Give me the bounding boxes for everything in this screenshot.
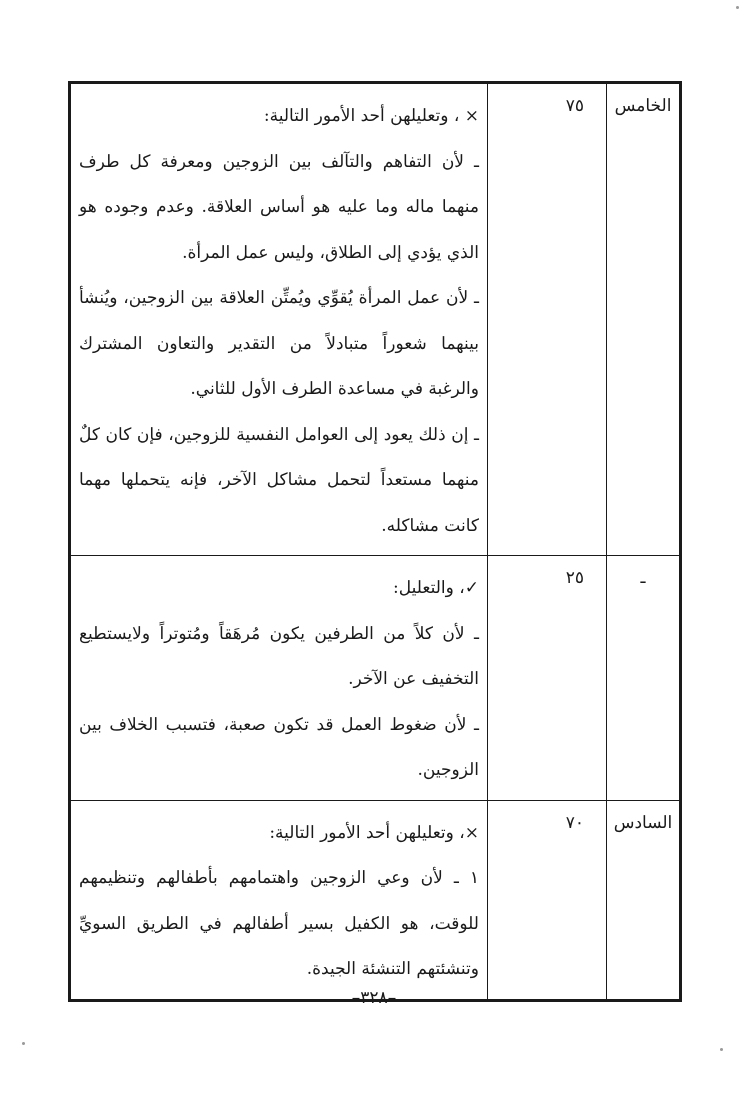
reason-paragraph: ـ لأن التفاهم والتآلف بين الزوجين ومعرفة كل طرف منهما ماله وما عليه هو أساس العلاقة. وعدم وجوده هو الذي يؤدي إلى الطلاق، وليس عمل المرأة. <box>79 151 479 263</box>
table-row <box>70 800 681 1000</box>
reasons-text <box>71 801 487 999</box>
reasons-cell <box>70 556 488 801</box>
reasons-intro: ✓، والتعليل: <box>393 578 479 598</box>
percent-cell <box>488 83 607 556</box>
reason-paragraph: ١ ـ لأن وعي الزوجين واهتمامهم بأطفالهم وتنظيمهم للوقت، هو الكفيل بسير أطفالهم في الطريق السويِّ وتنشئتهم التنشئة الجيدة. <box>79 868 479 979</box>
table-row <box>70 556 681 801</box>
scan-speck <box>22 1042 25 1045</box>
section-label: الخامس <box>614 96 672 116</box>
reasons-intro: ×، وتعليلهن أحد الأمور التالية: <box>269 822 479 843</box>
percent-value: ٢٥ <box>565 568 584 588</box>
reason-paragraph: ـ لأن عمل المرأة يُقوِّي ويُمتِّن العلاقة بين الزوجين، ويُنشأ بينهما شعوراً متبادلاً من التقدير والتعاون المشترك والرغبة في مساعدة الطرف الأول للثاني. <box>79 288 479 399</box>
reasons-intro: × ، وتعليلهن أحد الأمور التالية: <box>263 106 479 126</box>
percent-cell <box>488 800 607 1000</box>
section-cell <box>607 556 681 801</box>
reason-paragraph: ـ إن ذلك يعود إلى العوامل النفسية للزوجين، فإن كان كلٌ منهما مستعداً لتحمل مشاكل الآخر، فإنه يتحملها مهما كانت مشاكله. <box>79 424 479 536</box>
scan-speck <box>720 1048 723 1051</box>
page-number: –٣٢٨– <box>351 988 397 1008</box>
percent-value: ٧٠ <box>565 812 584 833</box>
survey-results-table <box>68 81 682 1002</box>
scan-speck <box>736 6 739 9</box>
percent-value: ٧٥ <box>565 96 584 116</box>
reasons-text <box>71 556 487 800</box>
reasons-text <box>71 84 487 555</box>
table-row <box>70 83 681 556</box>
section-cell <box>607 83 681 556</box>
percent-cell <box>488 556 607 801</box>
section-label: ـ <box>640 568 646 588</box>
reasons-cell <box>70 83 488 556</box>
reason-paragraph: ـ لأن ضغوط العمل قد تكون صعبة، فتسبب الخلاف بين الزوجين. <box>79 714 479 780</box>
section-label: السادس <box>613 812 673 833</box>
reasons-cell <box>70 800 488 1000</box>
section-cell <box>607 800 681 1000</box>
reason-paragraph: ـ لأن كلاً من الطرفين يكون مُرهَقاً ومُتوتراً ولايستطيع التخفيف عن الآخر. <box>79 623 479 689</box>
